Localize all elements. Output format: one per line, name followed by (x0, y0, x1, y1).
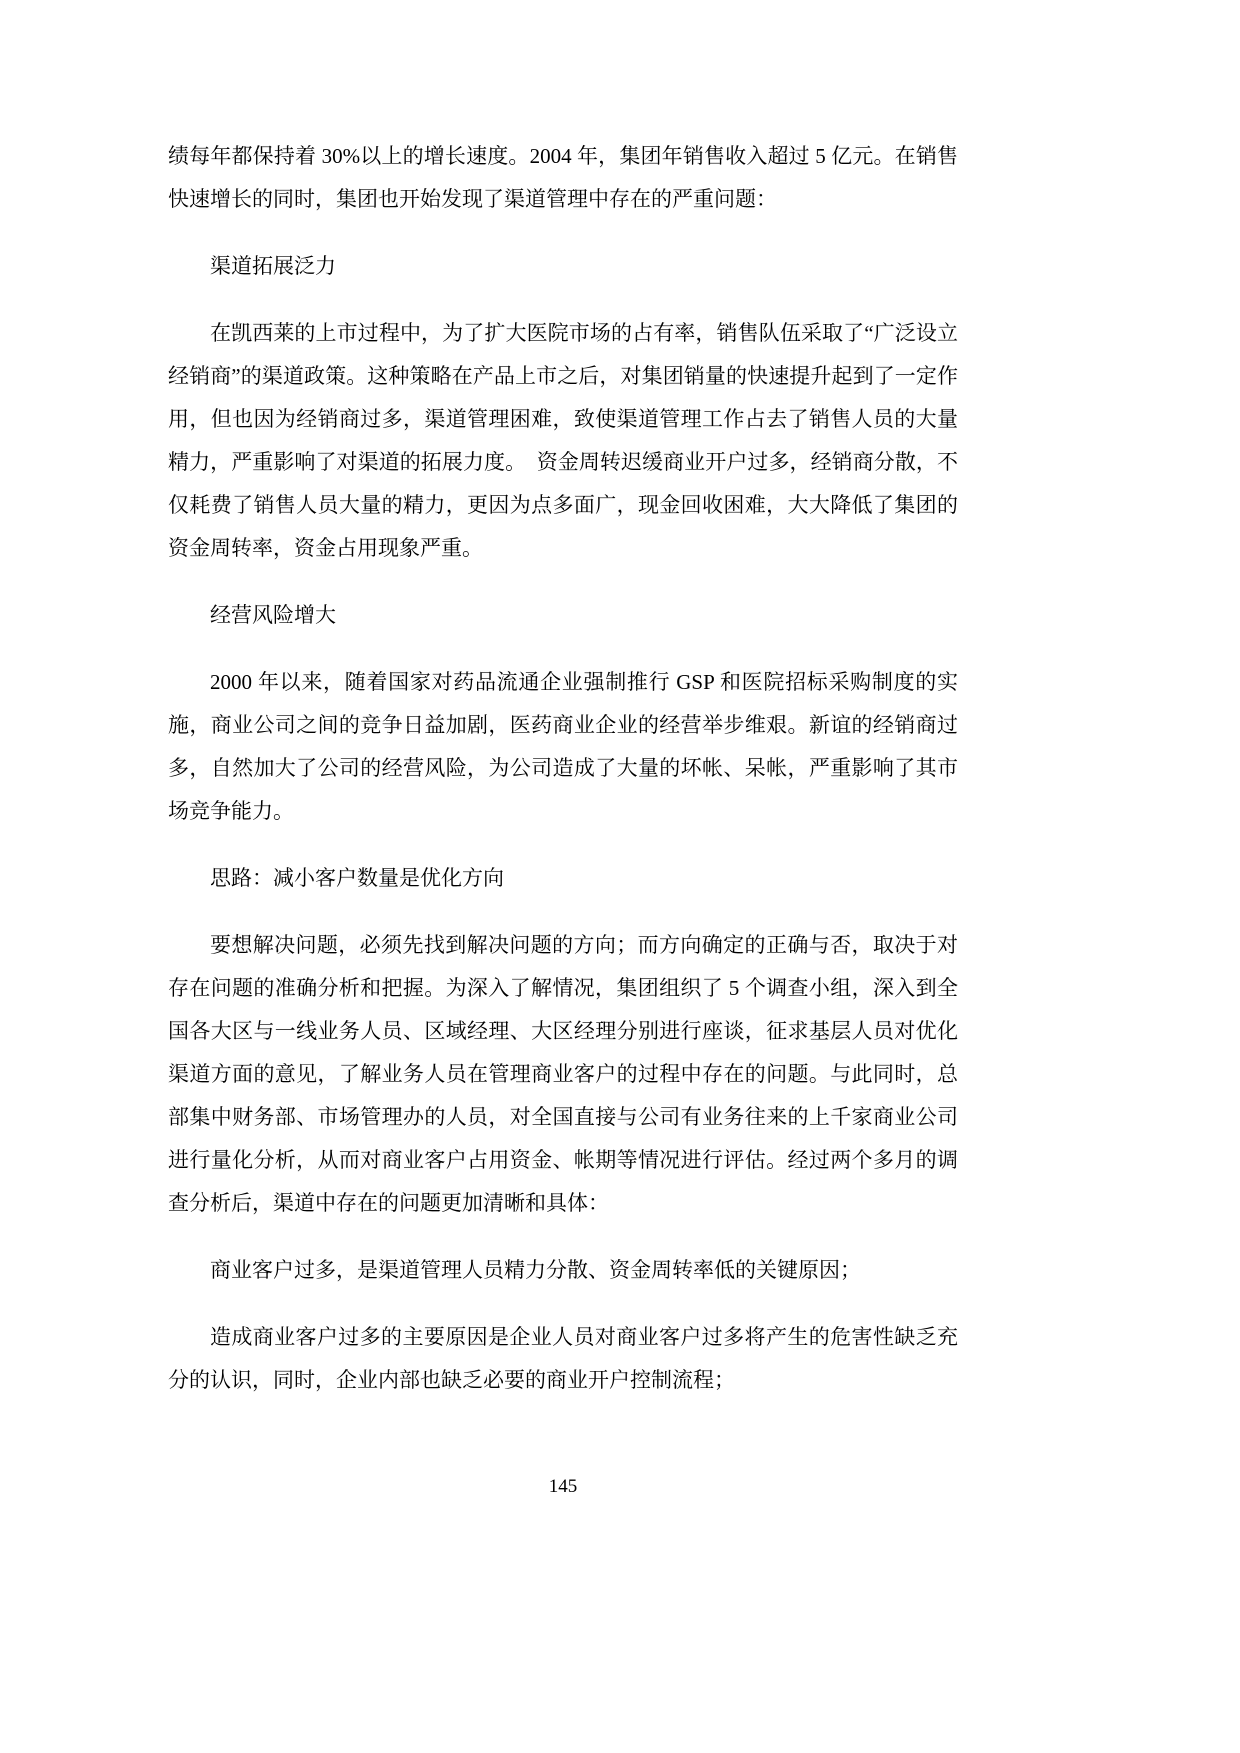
paragraph: 商业客户过多，是渠道管理人员精力分散、资金周转率低的关键原因； (210, 1258, 861, 1282)
section-heading: 渠道拓展泛力 (210, 254, 336, 278)
paragraph: 要想解决问题，必须先找到解决问题的方向；而方向确定的正确与否，取决于对存在问题的准确分析和把握。为深入了解情况，集团组织了 5 个调查小组，深入到全国各大区与一线业务人员、区域经理、大区经理分别进行座谈，征求基层人员对优化渠道方面的意见，了解业务人员在管理商业客户的过程中存在的问题。与此同时，总部集中财务部、市场管理办的人员，对全国直接与公司有业务往来的上千家商业公司进行量化分析，从而对商业客户占用资金、帐期等情况进行评估。经过两个多月的调查分析后，渠道中存在的问题更加清晰和具体： (168, 933, 958, 1215)
paragraph: 2000 年以来，随着国家对药品流通企业强制推行 GSP 和医院招标采购制度的实施，商业公司之间的竞争日益加剧，医药商业企业的经营举步维艰。新谊的经销商过多，自然加大了公司的经营风险，为公司造成了大量的坏帐、呆帐，严重影响了其市场竞争能力。 (168, 670, 958, 823)
paragraph: 在凯西莱的上市过程中，为了扩大医院市场的占有率，销售队伍采取了“广泛设立经销商”的渠道政策。这种策略在产品上市之后，对集团销量的快速提升起到了一定作用，但也因为经销商过多，渠道管理困难，致使渠道管理工作占去了销售人员的大量精力，严重影响了对渠道的拓展力度。 资金周转迟缓商业开户过多，经销商分散，不仅耗费了销售人员大量的精力，更因为点多面广，现金回收困难，大大降低了集团的资金周转率，资金占用现象严重。 (168, 321, 958, 560)
page-number: 145 (548, 1476, 578, 1497)
page-content (168, 135, 958, 1426)
paragraph: 绩每年都保持着 30%以上的增长速度。2004 年，集团年销售收入超过 5 亿元。在销售快速增长的同时，集团也开始发现了渠道管理中存在的严重问题： (168, 144, 958, 211)
paragraph: 造成商业客户过多的主要原因是企业人员对商业客户过多将产生的危害性缺乏充分的认识，同时，企业内部也缺乏必要的商业开户控制流程； (168, 1325, 958, 1392)
section-heading: 经营风险增大 (210, 603, 336, 627)
section-heading: 思路：减小客户数量是优化方向 (210, 866, 504, 890)
